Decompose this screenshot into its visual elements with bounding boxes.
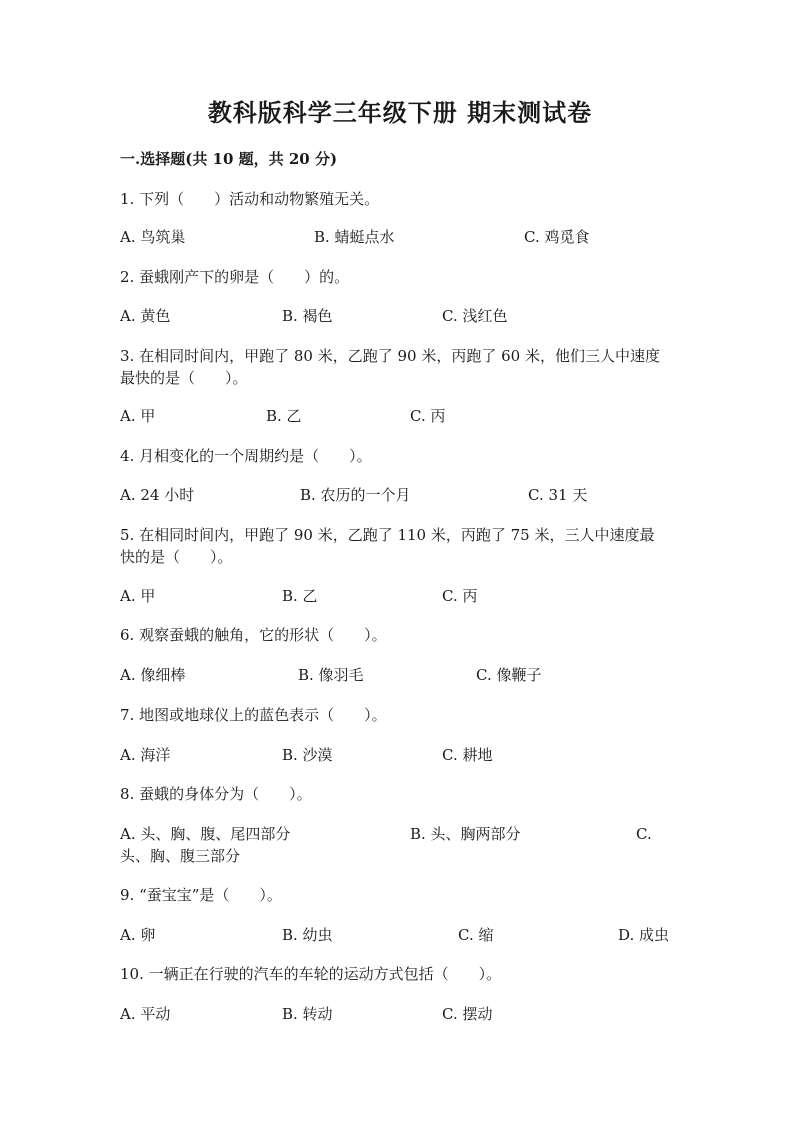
- option-c[interactable]: C. 像鞭子: [476, 666, 542, 684]
- option-b[interactable]: B. 乙: [282, 587, 318, 605]
- question-10-options: [120, 1003, 680, 1025]
- option-c[interactable]: C. 鸡觅食: [524, 228, 590, 246]
- question-1-options: [120, 226, 680, 248]
- option-b[interactable]: B. 头、胸两部分: [410, 825, 521, 843]
- option-b[interactable]: B. 像羽毛: [298, 666, 364, 684]
- option-a[interactable]: A. 像细棒: [120, 666, 186, 684]
- question-2: 2. 蚕蛾刚产下的卵是（ ）的。: [120, 268, 350, 286]
- question-9-options: [120, 924, 680, 946]
- option-a[interactable]: A. 鸟筑巢: [120, 228, 186, 246]
- option-b[interactable]: B. 转动: [282, 1005, 333, 1023]
- option-a[interactable]: A. 甲: [120, 407, 156, 425]
- option-c[interactable]: C. 缩: [458, 926, 494, 944]
- question-2-options: [120, 305, 680, 327]
- question-7: 7. 地图或地球仪上的蓝色表示（ ）。: [120, 706, 387, 724]
- option-a[interactable]: A. 平动: [120, 1005, 171, 1023]
- question-4: 4. 月相变化的一个周期约是（ ）。: [120, 447, 372, 465]
- option-a[interactable]: A. 24 小时: [120, 486, 195, 504]
- question-5-line-1: 5. 在相同时间内，甲跑了 90 米，乙跑了 110 米，丙跑了 75 米，三人中速度最: [120, 526, 655, 544]
- question-9: 9. “蚕宝宝”是（ ）。: [120, 886, 282, 904]
- option-b[interactable]: B. 褐色: [282, 307, 333, 325]
- option-b[interactable]: B. 农历的一个月: [300, 486, 411, 504]
- question-8-options: [120, 823, 680, 845]
- option-a[interactable]: A. 海洋: [120, 746, 171, 764]
- option-b[interactable]: B. 沙漠: [282, 746, 333, 764]
- option-a[interactable]: A. 卵: [120, 926, 156, 944]
- option-d[interactable]: D. 成虫: [618, 926, 670, 944]
- page-title: 教科版科学三年级下册 期末测试卷: [207, 98, 593, 127]
- option-c[interactable]: C. 耕地: [442, 746, 493, 764]
- question-3: [120, 345, 680, 389]
- question-1: 1. 下列（ ）活动和动物繁殖无关。: [120, 190, 380, 208]
- section-heading: 一.选择题(共 10 题，共 20 分): [120, 150, 338, 168]
- question-5-line-2: 快的是（ ）。: [120, 548, 233, 566]
- question-3-options: [120, 405, 680, 427]
- question-3-line-1: 3. 在相同时间内，甲跑了 80 米，乙跑了 90 米，丙跑了 60 米，他们三人中速度: [120, 347, 660, 365]
- option-c[interactable]: C. 31 天: [528, 486, 588, 504]
- option-c-continuation[interactable]: 头、胸、腹三部分: [120, 847, 241, 865]
- question-7-options: [120, 744, 680, 766]
- question-5: [120, 524, 680, 568]
- question-5-options: [120, 585, 680, 607]
- option-b[interactable]: B. 幼虫: [282, 926, 333, 944]
- question-4-options: [120, 484, 680, 506]
- option-c[interactable]: C. 丙: [410, 407, 446, 425]
- question-3-line-2: 最快的是（ ）。: [120, 369, 248, 387]
- question-10: 10. 一辆正在行驶的汽车的车轮的运动方式包括（ ）。: [120, 965, 502, 983]
- option-c[interactable]: C. 摆动: [442, 1005, 493, 1023]
- option-a[interactable]: A. 甲: [120, 587, 156, 605]
- option-c[interactable]: C. 丙: [442, 587, 478, 605]
- option-b[interactable]: B. 乙: [266, 407, 302, 425]
- option-b[interactable]: B. 蜻蜓点水: [314, 228, 395, 246]
- question-6: 6. 观察蚕蛾的触角，它的形状（ ）。: [120, 626, 387, 644]
- option-c[interactable]: C.: [636, 825, 652, 843]
- option-a[interactable]: A. 黄色: [120, 307, 171, 325]
- question-8: 8. 蚕蛾的身体分为（ ）。: [120, 785, 312, 803]
- option-a[interactable]: A. 头、胸、腹、尾四部分: [120, 825, 291, 843]
- option-c[interactable]: C. 浅红色: [442, 307, 508, 325]
- question-6-options: [120, 664, 680, 686]
